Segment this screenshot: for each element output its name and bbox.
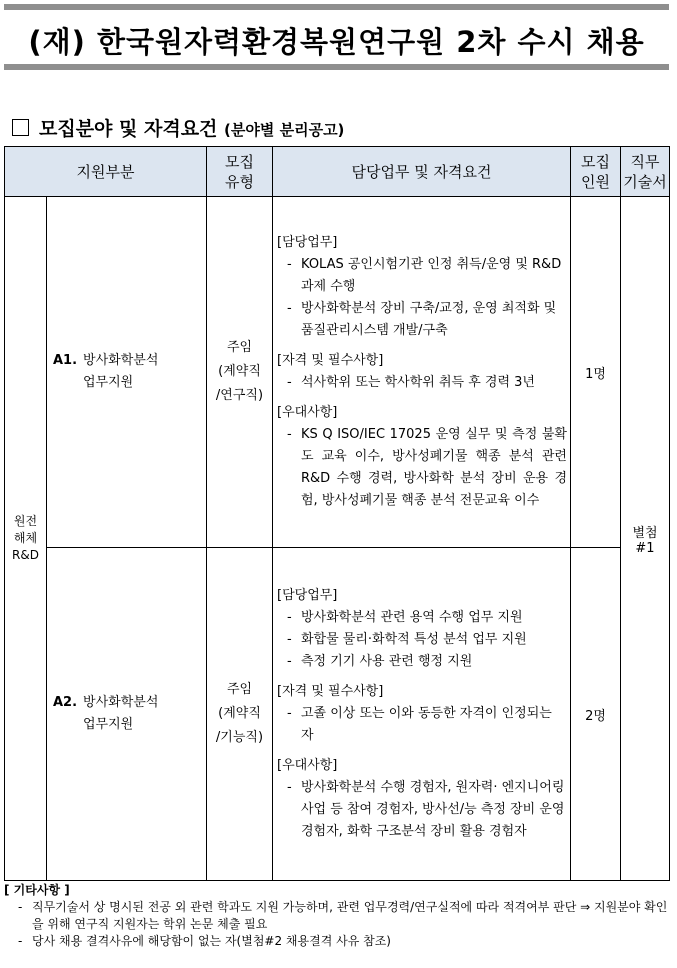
position-name-line: 업무지원 <box>83 375 134 390</box>
recruitment-table <box>4 146 670 881</box>
checkbox-square-icon <box>12 119 29 136</box>
position-name-cell <box>47 197 207 548</box>
header-type <box>207 147 273 197</box>
notes-section <box>4 882 669 950</box>
duty-item-text: 석사학위 또는 학사학위 취득 후 경력 3년 <box>301 375 535 390</box>
position-name-line <box>53 692 206 714</box>
duty-item-text: 방사화학분석 수행 경험자, 원자력· 엔지니어링사업 등 참여 경험자, 방사선/능 측정 장비 운영 경험자, 화학 구조분석 장비 활용 경험자 <box>301 780 565 839</box>
employment-type-line: 주임 <box>226 682 253 697</box>
duty-item-text: KOLAS 공인시험기관 인정 취득/운영 및 R&D 과제 수행 <box>301 257 562 294</box>
duty-item: - 측정 기기 사용 관련 행정 지원 <box>287 654 473 669</box>
header-statement-line: 직무 <box>630 152 660 171</box>
field-line: 원전 <box>13 514 38 528</box>
employment-type-line: (계약직 <box>218 364 261 379</box>
duty-item: - 방사화학분석 수행 경험자, 원자력· 엔지니어링사업 등 참여 경험자, 방사선/능 측정 장비 운영 경험자, 화학 구조분석 장비 활용 경험자 <box>287 780 565 839</box>
employment-type-line: 주임 <box>226 340 253 355</box>
field-line: R&D <box>12 548 39 562</box>
duty-group-label: [자격 및 필수사항] <box>277 353 384 368</box>
position-code: A2. <box>53 695 78 710</box>
section-title: 모집분야 및 자격요건 <box>39 118 218 140</box>
section-heading <box>12 114 344 141</box>
table-row <box>5 197 670 548</box>
duty-item: - 방사화학분석 관련 용역 수행 업무 지원 <box>287 610 523 625</box>
position-code: A1. <box>53 353 78 368</box>
duty-group-label: [우대사항] <box>277 758 338 773</box>
duty-item: - 석사학위 또는 학사학위 취득 후 경력 3년 <box>287 375 535 390</box>
duty-group <box>277 350 567 394</box>
employment-type-line: /연구직) <box>215 388 264 403</box>
header-count-line: 모집 <box>581 152 610 171</box>
title-band <box>4 4 669 70</box>
position-name-cell <box>47 548 207 881</box>
duty-item: - 고졸 이상 또는 이와 동등한 자격이 인정되는 자 <box>287 706 552 743</box>
note-text: 당사 채용 결격사유에 해당함이 없는 자(별첨#2 채용결격 사유 참조) <box>32 934 391 948</box>
duty-item-text: 방사화학분석 관련 용역 수행 업무 지원 <box>301 610 523 625</box>
duty-item: - KOLAS 공인시험기관 인정 취득/운영 및 R&D 과제 수행 <box>287 257 562 294</box>
statement-line: 별첨 <box>632 525 658 541</box>
duty-item-text: 고졸 이상 또는 이와 동등한 자격이 인정되는 자 <box>301 706 552 743</box>
duty-group <box>277 232 567 342</box>
duty-group-label: [우대사항] <box>277 405 338 420</box>
position-name: 방사화학분석 <box>83 353 159 368</box>
header-division: 지원부분 <box>5 147 207 197</box>
duty-item-text: KS Q ISO/IEC 17025 운영 실무 및 측정 불확도 교육 이수, 방사성폐기물 핵종 분석 관련 R&D 수행 경력, 방사화학 분석 장비 운용 경험, 방사성폐기물 핵종 분석 전문교육 이수 <box>301 427 567 508</box>
duty-group <box>277 585 567 673</box>
duty-item-text: 측정 기기 사용 관련 행정 지원 <box>301 654 473 669</box>
table-row <box>5 548 670 881</box>
duty-item: - 화합물 물리·화학적 특성 분석 업무 지원 <box>287 632 527 647</box>
employment-type-line: /기능직) <box>215 730 264 745</box>
duty-group <box>277 755 567 843</box>
page-title: (재) 한국원자력환경복원연구원 2차 수시 채용 <box>28 25 645 59</box>
duties-cell <box>273 548 571 881</box>
note-item: - 직무기술서 상 명시된 전공 외 관련 학과도 지원 가능하며, 관련 업무경력/연구실적에 따라 적격여부 판단 ⇒ 지원분야 확인을 위해 연구직 지원자는 학위 논문 체출 필요 <box>18 900 668 931</box>
headcount-cell: 1명 <box>571 197 621 548</box>
duty-item: - KS Q ISO/IEC 17025 운영 실무 및 측정 불확도 교육 이수, 방사성폐기물 핵종 분석 관련 R&D 수행 경력, 방사화학 분석 장비 운용 경험, 방사성폐기물 핵종 분석 전문교육 이수 <box>287 427 567 508</box>
position-name: 방사화학분석 <box>83 695 159 710</box>
notes-heading: [ 기타사항 ] <box>4 883 70 897</box>
header-statement <box>621 147 670 197</box>
table-header-row <box>5 147 670 197</box>
section-subtitle: (분야별 분리공고) <box>224 121 345 139</box>
headcount-cell: 2명 <box>571 548 621 881</box>
position-name-line <box>53 350 206 372</box>
duty-group-label: [담당업무] <box>277 588 338 603</box>
duty-item: - 방사화학분석 장비 구축/교정, 운영 최적화 및 품질관리시스템 개발/구축 <box>287 301 557 338</box>
employment-type-cell <box>207 197 273 548</box>
header-statement-line: 기술서 <box>623 172 667 191</box>
header-count-line: 인원 <box>581 172 610 191</box>
duty-item-text: 방사화학분석 장비 구축/교정, 운영 최적화 및 품질관리시스템 개발/구축 <box>301 301 557 338</box>
field-line: 해체 <box>13 531 38 545</box>
duty-group <box>277 402 567 512</box>
duty-group-label: [자격 및 필수사항] <box>277 684 384 699</box>
note-item: - 당사 채용 결격사유에 해당함이 없는 자(별첨#2 채용결격 사유 참조) <box>18 934 391 948</box>
statement-cell <box>621 197 670 881</box>
duty-group-label: [담당업무] <box>277 235 338 250</box>
note-text: 직무기술서 상 명시된 전공 외 관련 학과도 지원 가능하며, 관련 업무경력/연구실적에 따라 적격여부 판단 ⇒ 지원분야 확인을 위해 연구직 지원자는 학위 논문 체출 필요 <box>32 900 668 931</box>
header-duties: 담당업무 및 자격요건 <box>273 147 571 197</box>
header-type-line: 유형 <box>225 172 254 191</box>
duty-group <box>277 681 567 747</box>
header-count <box>571 147 621 197</box>
position-name-line: 업무지원 <box>83 717 134 732</box>
duty-item-text: 화합물 물리·화학적 특성 분석 업무 지원 <box>301 632 527 647</box>
duties-cell <box>273 197 571 548</box>
field-cell <box>5 197 47 881</box>
header-type-line: 모집 <box>225 152 254 171</box>
statement-line: #1 <box>635 540 655 556</box>
employment-type-line: (계약직 <box>218 706 261 721</box>
employment-type-cell <box>207 548 273 881</box>
